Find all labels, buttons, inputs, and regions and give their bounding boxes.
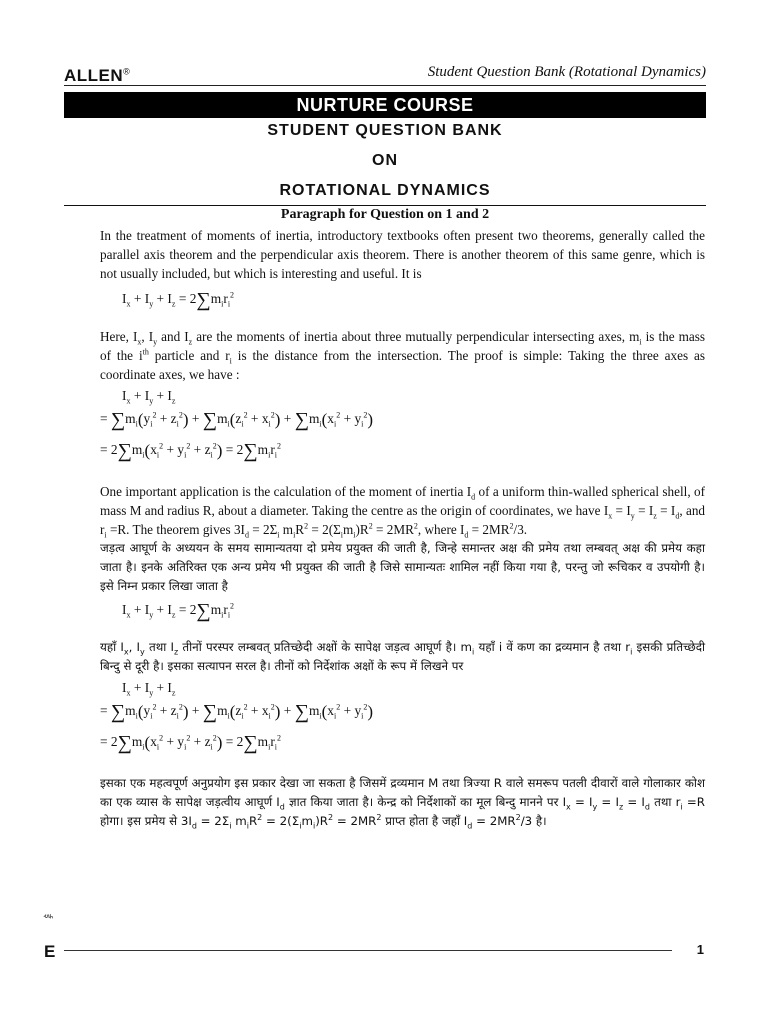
header-rule: [64, 85, 706, 86]
title-line-1: STUDENT QUESTION BANK: [267, 122, 503, 139]
side-letter: E: [44, 942, 56, 961]
title-line-3: ROTATIONAL DYNAMICS: [279, 182, 491, 199]
content-body: [100, 226, 705, 831]
footer-rule: [64, 950, 672, 951]
proof-equations: $I_x + I_y + I_z$ = $\sum m_i(y_i^2 + z_i^2) + \sum m_i(z_i^2 + x_i^2) + \sum m_i(x_i^2 + y_i^2)$ = $2\sum m_i(x_i^2 + y_i^2 + z_i^2) = 2\sum m_ir_i^2$: [100, 388, 374, 462]
course-banner: NURTURE COURSE: [64, 92, 706, 118]
hindi-intro: जड़त्व आघूर्ण के अध्ययन के समय सामान्यतया दो प्रमेय प्रयुक्त की जाती है, जिन्हे समान्तर अक्ष की प्रमेय तथा लम्बवत् अक्ष की प्रमेय कहा जाता है। इनके अतिरिक्त एक अन्य प्रमेय भी प्रयुक्त की जाती है जिसे सामान्यतः शामिल नहीं किया गया है, परन्तु जो रूचिकर व उपयोगी है। इसे निम्न प्रकार लिखा जाता है: [100, 541, 705, 593]
english-application: One important application is the calculation of the moment of inertia $I_d$ of a uniform thin-walled spherical shell, of mass M and radius R, about a diameter. Taking the centre as the origin of coordinates, we have $I_x = I_y = I_z = I_d$, and $r_i =R$. The theorem gives $3I_d = 2\Sigma_i$ $m_iR^2 = 2(\Sigma_im_i)R^2 = 2MR^2$, where $I_d = 2MR^2/3$.: [100, 484, 706, 540]
margin-mark: ई: [43, 914, 53, 919]
english-intro: In the treatment of moments of inertia, introductory textbooks often present two theorems, generally called the parallel axis theorem and the perpendicular axis theorem. There is another theorem of this same genre, which is not usually included, but which is interesting and useful. It is: [100, 228, 705, 281]
brand-logo: ALLEN®: [64, 66, 131, 85]
paragraph-heading: Paragraph for Question on 1 and 2: [280, 207, 490, 222]
hindi-theorem-equation: $I_x + I_y + I_z = 2\sum m_ir_i^2$: [122, 600, 235, 622]
hindi-application: इसका एक महत्वपूर्ण अनुप्रयोग इस प्रकार देखा जा सकता है जिसमें द्रव्यमान M तथा त्रिज्या R वाले समरूप पतली दीवारों वाले गोलाकार कोश का एक व्यास के सापेक्ष जड़त्वीय आघूर्ण $I_d$ ज्ञात किया जाता है। केन्द्र को निर्देशाकों का मूल बिन्दु मानने पर $I_x = I_y = I_z = I_d$ तथा $r_i =R$ होगा। इस प्रमेय से $3I_d = 2\Sigma_i$ $m_iR^2 = 2(\Sigma_im_i)R^2 = 2MR^2$ प्राप्त होता है जहाँ $I_d = 2MR^2/3$ है।: [100, 776, 705, 831]
hindi-definitions: यहाँ $I_x$, $I_y$ तथा $I_z$ तीनों परस्पर लम्बवत् प्रतिच्छेदी अक्षों के सापेक्ष जड़त्व आघूर्ण है। $m_i$ यहाँ i वें कण का द्रव्यमान है तथा $r_i$ इसकी प्रतिच्छेदी बिन्दु से दूरी है। इसका सत्यापन सरल है। तीनों को निर्देशांक अक्षों के रूप में लिखने पर: [100, 640, 706, 673]
title-line-2: ON: [372, 152, 398, 169]
title-rule: [64, 205, 706, 206]
page-number: 1: [696, 942, 704, 957]
english-definitions: Here, $I_x$, $I_y$ and $I_z$ are the moments of inertia about three mutually perpendicular intersecting axes, $m_i$ is the mass of the $i^{th}$ particle and $r_i$ is the distance from the intersection. The proof is simple: Taking the three axes as coordinate axes, we have :: [100, 329, 705, 382]
theorem-equation: $I_x + I_y + I_z = 2\sum m_ir_i^2$: [122, 289, 235, 311]
hindi-proof-equations: $I_x + I_y + I_z$ = $\sum m_i(y_i^2 + z_i^2) + \sum m_i(z_i^2 + x_i^2) + \sum m_i(x_i^2 + y_i^2)$ = $2\sum m_i(x_i^2 + y_i^2 + z_i^2) = 2\sum m_ir_i^2$: [100, 680, 374, 754]
running-title: Student Question Bank (Rotational Dynamics): [427, 64, 706, 80]
